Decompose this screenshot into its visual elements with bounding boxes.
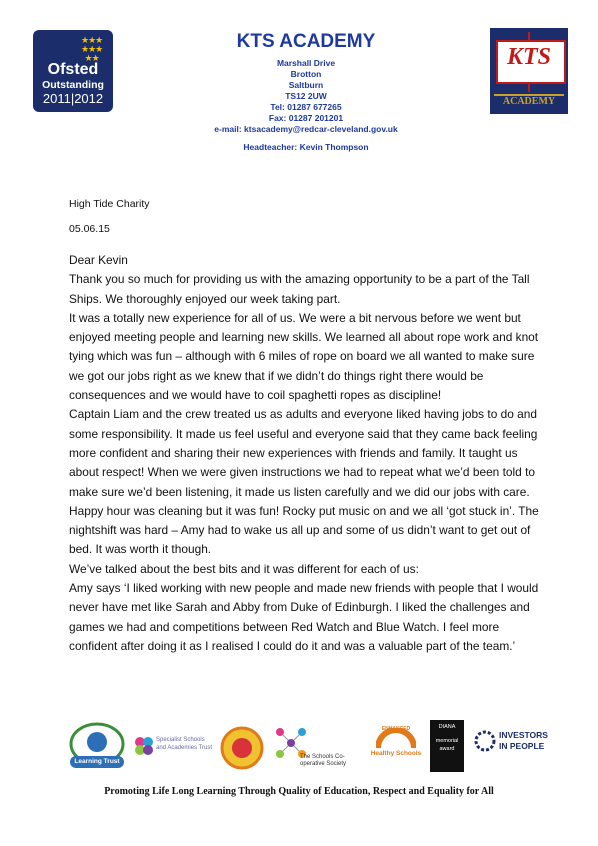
school-badge-logo [220,720,264,772]
coop-society-logo [274,720,364,772]
paragraph: It was a totally new experience for all of us. We were a bit nervous before we went but enjoyed meeting people and learning new skills. We learned all about rope work and knot tying which was fun – although with 6 miles of rope on board we all wanted to make sure we got our jobs right as we knew that if we didn’t do things right there would be consequences and we would have to coil spaghetti ropes as discipline! [69,310,539,403]
diana-text: DIANA [438,724,456,730]
email: e-mail: ktsacademy@redcar-cleveland.gov.uk [214,124,398,134]
iip-icon [474,730,496,752]
diana-award-logo [430,720,464,772]
address-line: Brotton [290,69,322,79]
ofsted-title: Ofsted [47,61,99,78]
wave-icon [494,84,564,96]
paragraph: Thank you so much for providing us with the amazing opportunity to be a part of the Tall Ships. We thoroughly enjoyed our week taking part. [69,272,530,306]
investors-in-people-logo [474,720,554,772]
learning-trust-text: Learning Trust [74,758,120,765]
letter-body [69,251,539,656]
healthy-schools-subtitle: ENHANCED [381,726,411,732]
recipient: High Tide Charity [69,198,150,210]
paragraph: Captain Liam and the crew treated us as adults and everyone liked having jobs to do and some responsibility. It made us feel useful and everyone said that they came back feeling more confident and sharing their new experiences with friends and family. It taught us about respect! When we were given instructions we had to repeat what we’d been told to make sure we’d been listening, it made us listen carefully and we did our jobs with care. [69,407,538,499]
flower-icon [134,736,154,756]
school-name: KTS ACADEMY [236,31,376,52]
healthy-schools-logo [368,720,424,772]
paragraph: Happy hour was cleaning but it was fun! Rocky put music on and we all ‘got stuck in’. The nightshift was hard – Amy had to wake us all up and some of us didn’t want to get out of bed. It was worth it though. [69,503,539,557]
specialist-schools-logo [134,720,214,772]
address-line: TS12 2UW [285,91,327,101]
paragraph: Amy says ‘I liked working with new people and made new friends with people that I would never have met like Sarah and Abby from Duke of Edinburgh. I liked the challenges and games we had and competitions between Red Watch and Blue Watch. I feel more confident after doing it as I realised I could do it and was a valuable part of the team.’ [69,581,539,653]
diana-text: award [439,746,455,752]
healthy-schools-text: Healthy Schools [370,750,422,757]
paragraph: We’ve talked about the best bits and it was different for each of us: [69,561,419,576]
coop-society-text: The Schools Co-operative Society [300,754,347,767]
footer-tagline: Promoting Life Long Learning Through Quality of Education, Respect and Equality for All [104,786,494,797]
letter-date: 05.06.15 [69,223,110,235]
specialist-schools-text: Specialist Schools and Academies Trust [156,737,213,751]
iip-text: INVESTORS [499,730,548,740]
kts-academy-crest [490,28,568,114]
telephone: Tel: 01287 677265 [270,102,342,112]
ofsted-rating: Outstanding [42,79,104,91]
iip-text: IN PEOPLE [499,741,545,751]
learning-trust-logo [66,720,128,772]
ofsted-years: 2011|2012 [42,91,104,106]
diana-text: memorial [435,738,459,744]
badge-icon [220,726,264,770]
ofsted-outstanding-logo [33,30,113,112]
address-line: Marshall Drive [276,58,336,68]
stars-icon: ★★★ ★★★ ★★ [81,35,103,63]
crest-word: ACADEMY [502,96,556,107]
crest-initials: KTS [506,44,551,70]
fax: Fax: 01287 201201 [268,113,344,123]
salutation: Dear Kevin [69,253,128,267]
address-line: Saltburn [288,80,324,90]
headteacher: Headteacher: Kevin Thompson [243,142,369,152]
